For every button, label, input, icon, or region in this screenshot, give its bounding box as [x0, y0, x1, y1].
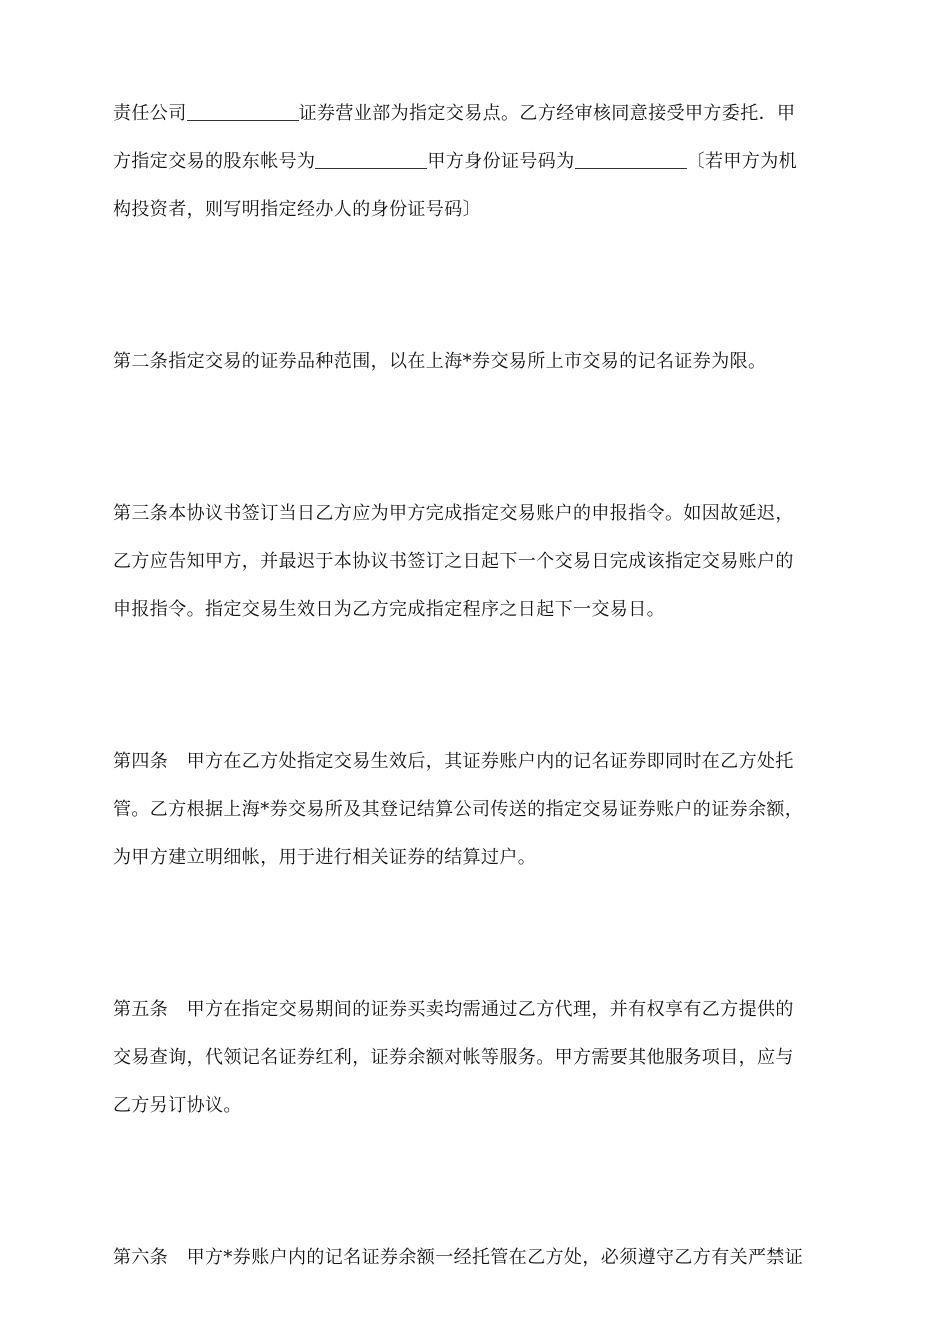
- text-segment: 第二条指定交易的证券品种范围，以在上海*券交易所上市交易的记名证券为限。: [113, 351, 767, 372]
- fill-in-blank[interactable]: [315, 150, 427, 169]
- text-line: [113, 138, 843, 186]
- text-line: [113, 1234, 843, 1282]
- text-line: [113, 338, 843, 386]
- text-line: [113, 1082, 843, 1130]
- article-3: [113, 490, 843, 634]
- text-segment: 为甲方建立明细帐，用于进行相关证券的结算过户。: [113, 847, 537, 868]
- article-4: [113, 738, 843, 882]
- article-6: [113, 1234, 843, 1282]
- text-line: [113, 738, 843, 786]
- text-segment: 第六条 甲方*券账户内的记名证券余额一经托管在乙方处，必须遵守乙方有关严禁证: [113, 1247, 804, 1268]
- text-segment: 构投资者，则写明指定经办人的身份证号码〕: [113, 199, 481, 220]
- fill-in-blank[interactable]: [187, 102, 299, 121]
- text-segment: 乙方应告知甲方，并最迟于本协议书签订之日起下一个交易日完成该指定交易账户的: [113, 551, 794, 572]
- paragraph-designated-branch: [113, 90, 843, 234]
- text-segment: 〔若甲方为机: [686, 151, 798, 172]
- text-line: [113, 586, 843, 634]
- text-segment: 证券营业部为指定交易点。乙方经审核同意接受甲方委托．甲: [298, 103, 796, 124]
- text-segment: 第五条 甲方在指定交易期间的证券买卖均需通过乙方代理，并有权享有乙方提供的: [113, 999, 794, 1020]
- fill-in-blank[interactable]: [575, 150, 687, 169]
- text-segment: 交易查询，代领记名证券红利，证券余额对帐等服务。甲方需要其他服务项目，应与: [113, 1047, 794, 1068]
- text-line: [113, 538, 843, 586]
- text-line: [113, 90, 843, 138]
- text-segment: 乙方另订协议。: [113, 1095, 242, 1116]
- text-line: [113, 834, 843, 882]
- text-segment: 申报指令。指定交易生效日为乙方完成指定程序之日起下一交易日。: [113, 599, 665, 620]
- text-line: [113, 1034, 843, 1082]
- text-segment: 第三条本协议书签订当日乙方应为甲方完成指定交易账户的申报指令。如因故延迟，: [113, 503, 794, 524]
- text-segment: 责任公司: [113, 103, 187, 124]
- text-line: [113, 786, 843, 834]
- text-line: [113, 986, 843, 1034]
- text-segment: 第四条 甲方在乙方处指定交易生效后，其证券账户内的记名证券即同时在乙方处托: [113, 751, 794, 772]
- text-line: [113, 186, 843, 234]
- text-segment: 方指定交易的股东帐号为: [113, 151, 316, 172]
- text-segment: 管。乙方根据上海*券交易所及其登记结算公司传送的指定交易证券账户的证券余额，: [113, 799, 804, 820]
- article-5: [113, 986, 843, 1130]
- article-2: [113, 338, 843, 386]
- text-segment: 甲方身份证号码为: [427, 151, 575, 172]
- text-line: [113, 490, 843, 538]
